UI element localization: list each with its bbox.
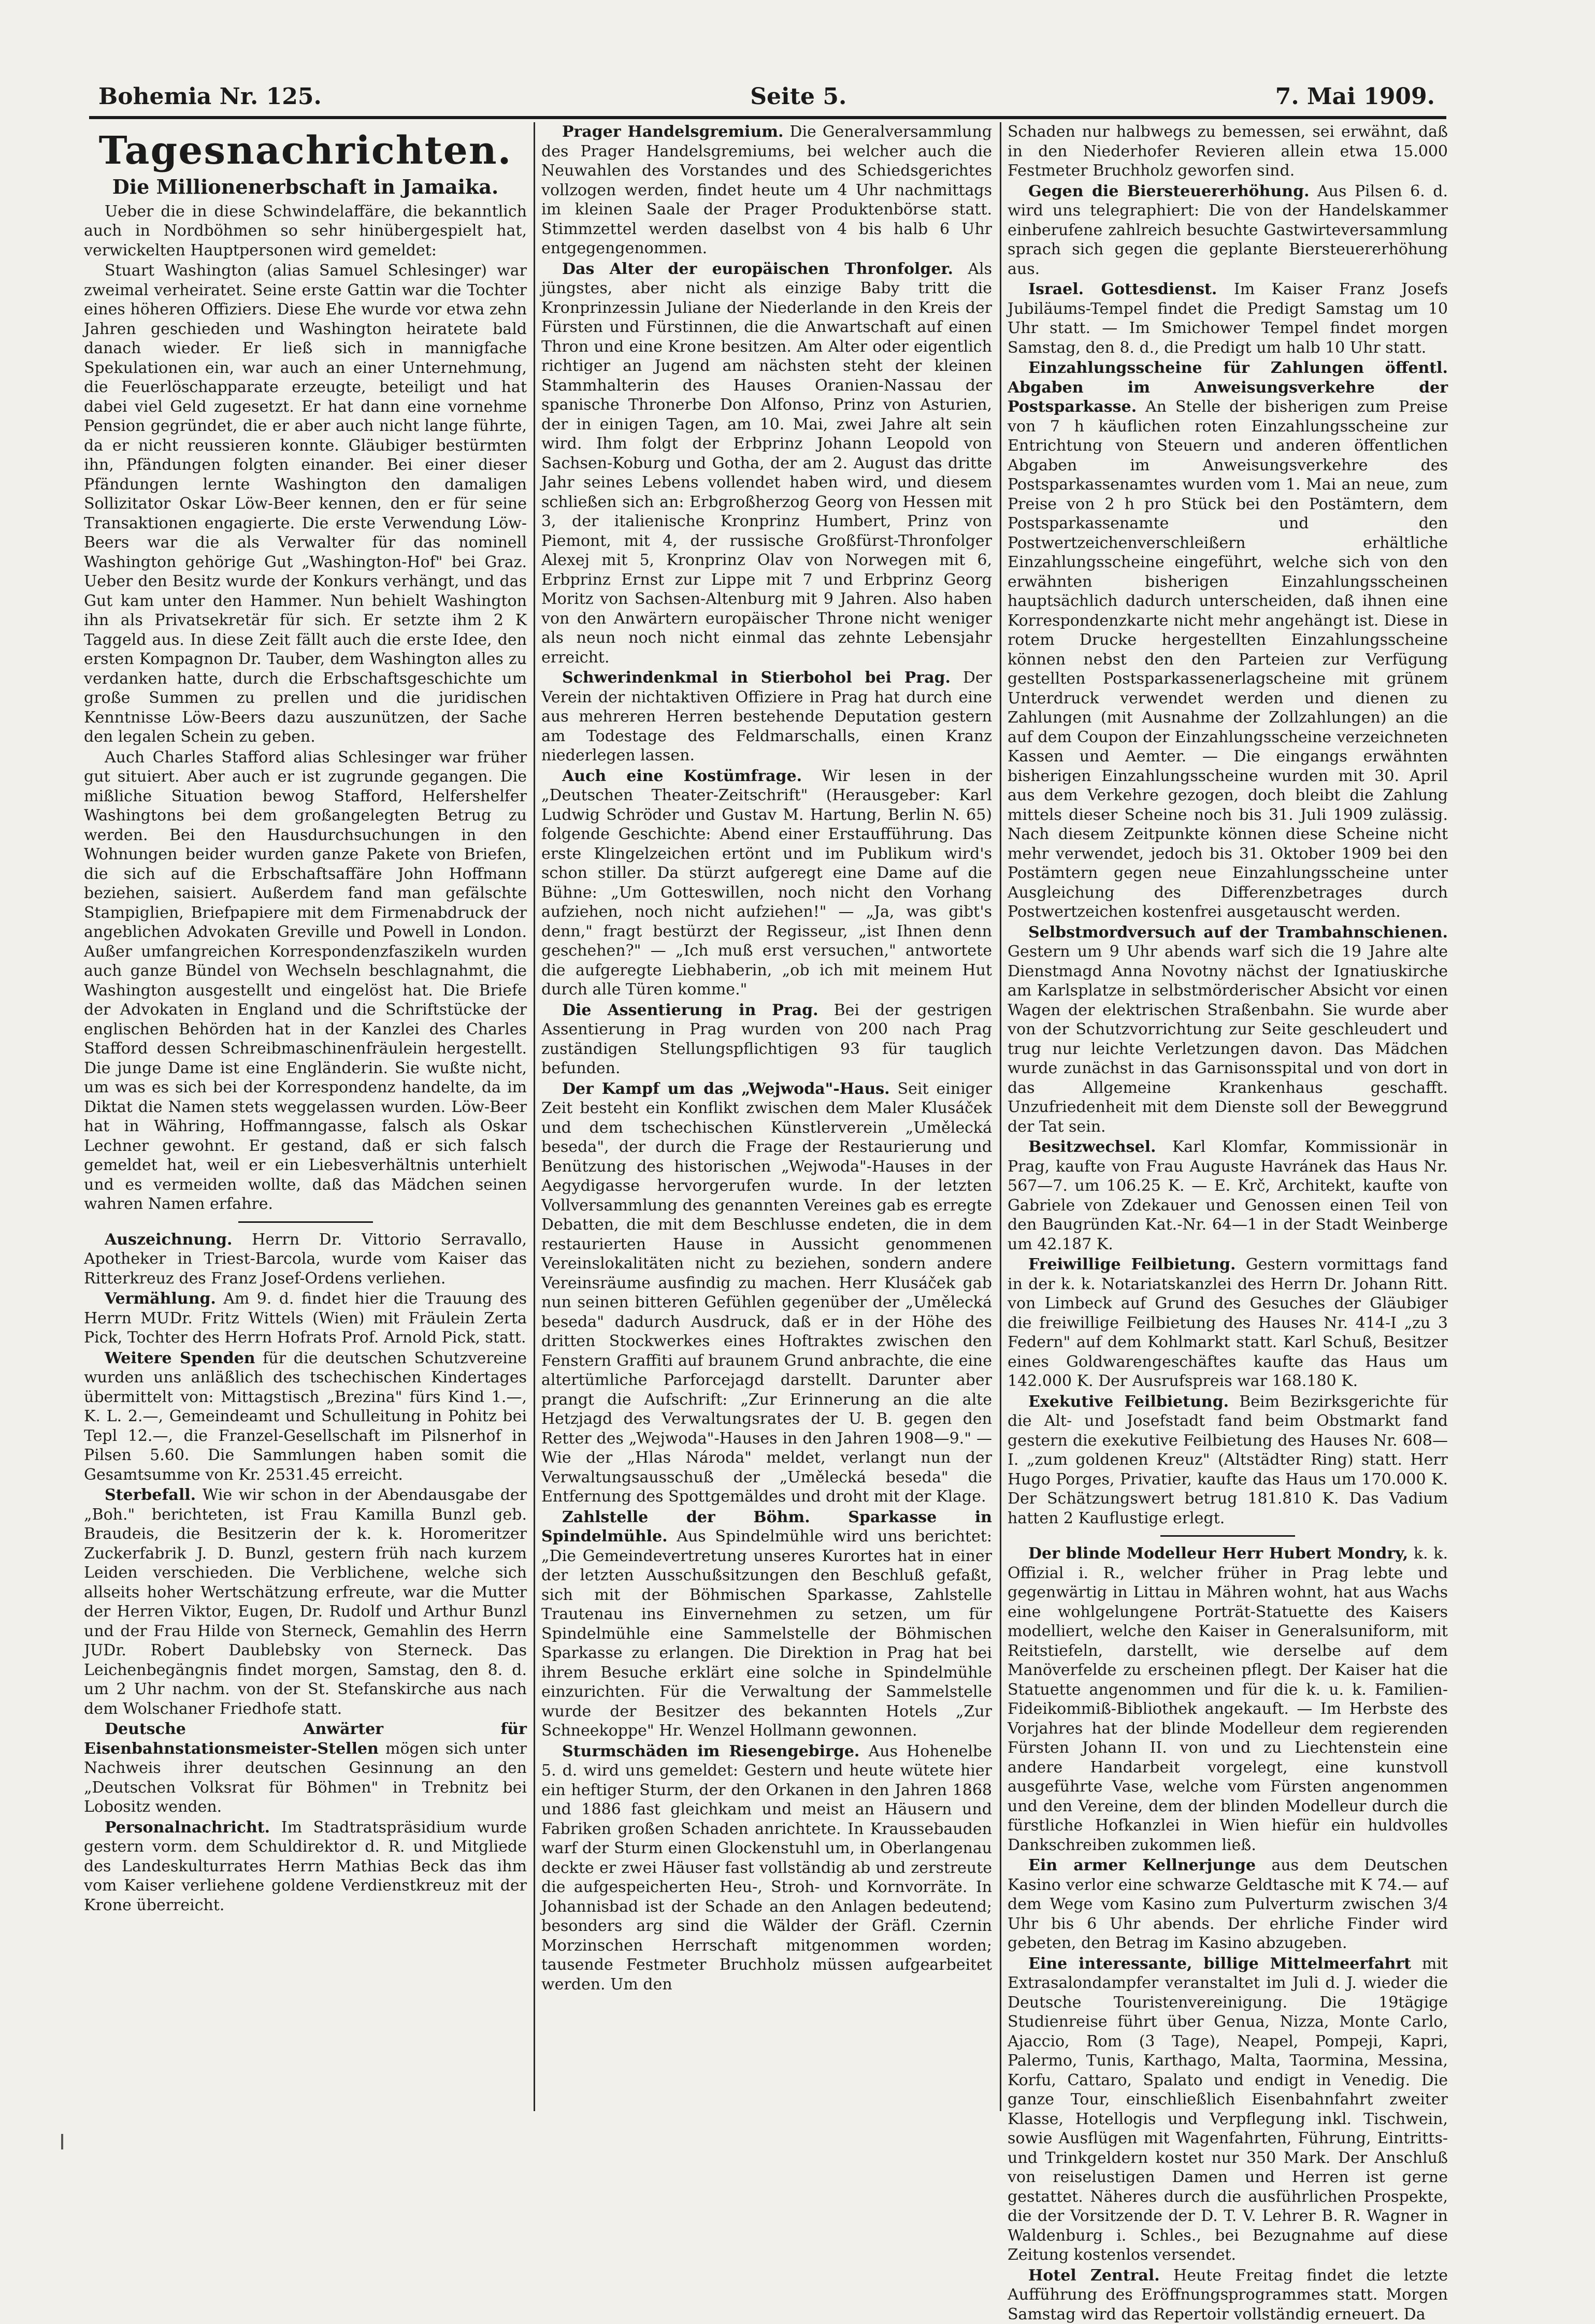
news-item bbox=[1008, 1392, 1448, 1528]
news-item bbox=[84, 1349, 527, 1485]
news-item-body: Beim Bezirksgerichte für die Alt- und Josefstadt fand beim Obstmarkt fand gestern die exekutive Feilbietung des Hauses Nr. 608—I. „zum goldenen Kreuz" (Altstädter Ring) statt. Herr Hugo Porges, Privatier, kaufte das Haus um 170.000 K. Der Schätzungswert betrug 181.810 K. Das Vadium hatten 2 Kauflustige erlegt. bbox=[1008, 1393, 1448, 1527]
news-item-heading: Gegen die Biersteuererhöhung. bbox=[1028, 182, 1310, 200]
page-header bbox=[98, 78, 1435, 110]
header-issue: Bohemia Nr. 125. bbox=[98, 83, 322, 110]
news-item-heading: Besitzwechsel. bbox=[1028, 1138, 1156, 1156]
news-item-heading: Der Kampf um das „Wejwoda"-Haus. bbox=[562, 1080, 890, 1098]
news-item-heading: Auszeichnung. bbox=[105, 1231, 232, 1249]
news-item-body: Im Stadtratspräsidium wurde gestern vorm. dem Schuldirektor d. R. und Mitgliede des Landeskulturrates Herrn Mathias Beck das ihm vom Kaiser verliehene goldene Verdienstkreuz mit der Krone überreicht. bbox=[84, 1818, 527, 1914]
news-item bbox=[1008, 182, 1448, 279]
news-item-heading: Auch eine Kostümfrage. bbox=[562, 767, 802, 785]
news-item-body: Heute Freitag findet die letzte Aufführung des Eröffnungsprogrammes statt. Morgen Samstag wird das Repertoir vollständig erneuert. Da bbox=[1008, 2267, 1448, 2323]
column-3 bbox=[1008, 122, 1448, 2121]
article-paragraph: Auch Charles Stafford alias Schlesinger war früher gut situiert. Aber auch er ist zugrunde gegangen. Die mißliche Situation bewog Stafford, Helfershelfer Washingtons bei dem großangelegten Betrug zu werden. Bei den Hausdurchsuchungen in den Wohnungen beider wurden ganze Pakete von Briefen, die sich auf die Erbschaftsaffäre John Hoffmann beziehen, saisiert. Außerdem fand man gefälschte Stampiglien, Briefpapiere mit dem Firmenabdruck der angeblichen Advokaten Greville und Powell in London. Außer umfangreichen Korrespondenzfaszikeln wurden auch ganze Bündel von Wechseln beschlagnahmt, die Washington ausgestellt und eingelöst hat. Die Briefe der Advokaten in England und die Schriftstücke der englischen Behörden hat in der Kanzlei des Charles Stafford dessen Schreibmaschinenfräulein hergestellt. Die junge Dame ist eine Engländerin. Sie wußte nicht, um was es sich bei der Korrespondenz handelte, da im Diktat die Namen stets weggelassen wurden. Löw-Beer hat in Währing, Hoffmanngasse, falsch als Oskar Lechner gewohnt. Er gestand, daß er sich falsch gemeldet hat, weil er ein Liebesverhältnis unterhielt und es vermeiden wollte, daß das Mädchen seinen wahren Namen erfahre. bbox=[84, 748, 527, 1214]
news-item-body: Wir lesen in der „Deutschen Theater-Zeitschrift" (Herausgeber: Karl Ludwig Schröder und Gustav M. Hartung, Berlin N. 65) folgende Geschichte: Abend einer Erstaufführung. Das erste Klingelzeichen ertönt und im Publikum wird's schon stiller. Da stürzt aufgeregt eine Dame auf die Bühne: „Um Gotteswillen, noch nicht den Vorhang aufziehen, noch nicht aufziehen!" — „Ja, was gibt's denn," fragt bestürzt der Regisseur, „ist Ihnen denn geschehen?" — „Ich muß erst versuchen," antwortete die aufgeregte Liebhaberin, „ob ich mit meinem Hut durch alle Türen komme." bbox=[541, 767, 992, 999]
news-item-body: für die deutschen Schutzvereine wurden uns anläßlich des tschechischen Kindertages übermittelt von: Mittagstisch „Brezina" fürs Kind 1.—, K. L. 2.—, Gemeindeamt und Schulleitung in Pohitz bei Tepl 12.—, die Franzel-Gesellschaft im Pilsnerhof in Pilsen 5.60. Die Sammlungen haben somit die Gesamtsumme von Kr. 2531.45 erreicht. bbox=[84, 1349, 527, 1484]
news-item bbox=[541, 1508, 992, 1741]
column-divider-2 bbox=[1000, 122, 1001, 2111]
article-paragraph: Stuart Washington (alias Samuel Schlesinger) war zweimal verheiratet. Seine erste Gattin war die Tochter eines höheren Offiziers. Diese Ehe wurde vor etwa zehn Jahren geschieden und Washington heiratete bald danach wieder. Er ließ sich in mannigfache Spekulationen ein, war auch an einer Unternehmung, die Feuerlöschapparate erzeugte, beteiligt und hat dabei viel Geld zugesetzt. Er hat dann eine vornehme Pension gegründet, die er aber auch nicht lange führte, da er nicht reussieren konnte. Gläubiger bestürmten ihn, Pfändungen folgten einander. Bei einer dieser Pfändungen lernte Washington den damaligen Sollizitator Oskar Löw-Beer kennen, den er für seine Transaktionen engagierte. Die erste Verwendung Löw-Beers war die als Verwalter für das nominell Washington gehörige Gut „Washington-Hof" bei Graz. Ueber den Besitz wurde der Konkurs verhängt, und das Gut kam unter den Hammer. Nun behielt Washington ihn als Privatsekretär für sich. Er setzte ihm 2 K Taggeld aus. In diese Zeit fällt auch die erste Idee, den ersten Kompagnon Dr. Tauber, dem Washington alles zu verdanken hatte, durch die Erbschaftsgeschichte um große Summen zu prellen und die juridischen Kenntnisse Löw-Beers dazu auszunützen, der Sache den legalen Schein zu geben. bbox=[84, 261, 527, 747]
news-item-heading: Die Assentierung in Prag. bbox=[562, 1001, 818, 1019]
news-item-heading: Das Alter der europäischen Thronfolger. bbox=[562, 260, 953, 278]
news-item bbox=[84, 1230, 527, 1289]
news-item-heading: Prager Handelsgremium. bbox=[562, 123, 783, 141]
article-headline: Die Millionenerbschaft in Jamaika. bbox=[84, 177, 527, 197]
news-item bbox=[1008, 923, 1448, 1137]
news-item-heading: Einzahlungsscheine für Zahlungen öffentl. Abgaben im Anweisungsverkehre der Postsparkasse. bbox=[1008, 359, 1448, 416]
news-item-body: Aus Spindelmühle wird uns berichtet: „Die Gemeindevertretung unseres Kurortes hat in einer der letzten Ausschußsitzungen den Beschluß gefaßt, sich mit der Böhmischen Sparkasse, Zahlstelle Trautenau ins Einvernehmen zu setzen, um für Spindelmühle eine Sammelstelle der Böhmischen Sparkasse zu erlangen. Die Direktion in Prag hat bei ihrem Besuche erklärt eine solche in Spindelmühle einzurichten. Für die Verwaltung der Sammelstelle wurde der Besitzer des bekannten Hotels „Zur Schneekoppe" Hr. Wenzel Hollmann gewonnen. bbox=[541, 1527, 992, 1740]
news-item-body: Der Verein der nichtaktiven Offiziere in Prag hat durch eine aus mehreren Herren bestehende Deputation gestern am Todestage des Feldmarschalls, einen Kranz niederlegen lassen. bbox=[541, 669, 992, 764]
news-item bbox=[541, 767, 992, 1000]
continued-paragraph: Schaden nur halbwegs zu bemessen, sei erwähnt, daß in den Niederhofer Revieren allein etwa 15.000 Festmeter Bruchholz geworfen sind. bbox=[1008, 122, 1448, 181]
column-divider-1 bbox=[534, 122, 535, 2111]
news-item-body: k. k. Offizial i. R., welcher früher in Prag lebte und gegenwärtig in Littau in Mähren wohnt, hat aus Wachs eine wohlgelungene Porträt-Statuette des Kaisers modelliert, welche den Kaiser in Generalsuniform, mit Reitstiefeln, darstellt, wie derselbe auf dem Manöverfelde zu erscheinen pflegt. Der Kaiser hat die Statuette angenommen und für die k. u. k. Familien-Fideikommiß-Bibliothek angekauft. — Im Herbste des Vorjahres hat der blinde Modelleur dem regierenden Fürsten Johann II. von und zu Liechtenstein eine andere Handarbeit vorgelegt, eine kunstvoll ausgeführte Vase, welche vom Fürsten angenommen und den Vereine, dem der blinden Modelleur durch die fürstliche Hofkanzlei in Wien hiefür ein huldvolles Dankschreiben zukommen ließ. bbox=[1008, 1544, 1448, 1854]
news-item-heading: Selbstmordversuch auf der Trambahnschienen. bbox=[1028, 923, 1448, 942]
news-item-body: aus dem Deutschen Kasino verlor eine schwarze Geldtasche mit K 74.— auf dem Wege vom Kasino zum Pulverturm zwischen 3/4 Uhr bis 6 Uhr abends. Der ehrliche Finder wird gebeten, den Betrag im Kasino abzugeben. bbox=[1008, 1856, 1448, 1952]
header-page-number: Seite 5. bbox=[750, 83, 846, 110]
news-item-body: Aus Pilsen 6. d. wird uns telegraphiert: Die von der Handelskammer einberufene zahlreich besuchte Gastwirteversammlung sprach sich gegen die geplante Biersteuererhöhung aus. bbox=[1008, 182, 1448, 278]
news-item bbox=[541, 122, 992, 258]
header-rule bbox=[89, 116, 1446, 119]
news-item-body: Herrn Dr. Vittorio Serravallo, Apotheker in Triest-Barcola, wurde vom Kaiser das Ritterkreuz des Franz Josef-Ordens verliehen. bbox=[84, 1231, 527, 1288]
news-item-heading: Eine interessante, billige Mittelmeerfahrt bbox=[1028, 1955, 1411, 1973]
news-item bbox=[1008, 1137, 1448, 1254]
news-item bbox=[84, 1485, 527, 1719]
margin-tick bbox=[61, 2134, 63, 2149]
news-item-body: Gestern vormittags fand in der k. k. Notariatskanzlei des Herrn Dr. Johann Ritt. von Limbeck auf Grund des Gesuches der Gläubiger die freiwillige Feilbietung des Hauses Nr. 414-I „zu 3 Federn" auf dem Kohlmarkt statt. Karl Schuß, Besitzer eines Goldwarengeschäftes kaufte das Haus um 142.000 K. Der Ausrufspreis war 168.180 K. bbox=[1008, 1255, 1448, 1390]
news-item-body: Karl Klomfar, Kommissionär in Prag, kaufte von Frau Auguste Havránek das Haus Nr. 567—7. um 106.25 K. — E. Krč, Architekt, kaufte von Gabriele von Zdekauer und Genossen einen Teil von den Baugründen Kat.-Nr. 64—1 in der Stadt Weinberge um 42.187 K. bbox=[1008, 1138, 1448, 1253]
news-item-heading: Ein armer Kellnerjunge bbox=[1028, 1856, 1256, 1874]
article-paragraph: Ueber die in diese Schwindelaffäre, die bekanntlich auch in Nordböhmen so sehr hinübergespielt hat, verwickelten Hauptpersonen wird gemeldet: bbox=[84, 202, 527, 261]
news-item-heading: Vermählung. bbox=[105, 1290, 216, 1308]
column-1 bbox=[84, 122, 527, 2121]
news-item-body: mit Extrasalondampfer veranstaltet im Juli d. J. wieder die Deutsche Touristenvereinigung. Die 19tägige Studienreise führt über Genua, Nizza, Monte Carlo, Ajaccio, Rom (3 Tage), Neapel, Pompeji, Kapri, Palermo, Tunis, Karthago, Malta, Taormina, Messina, Korfu, Cattaro, Spalato und endigt in Venedig. Die ganze Tour, einschließlich Eisenbahnfahrt zweiter Klasse, Hotellogis und Verpflegung inkl. Tischwein, sowie Ausflügen mit Wagenfahrten, Führung, Eintritts- und Trinkgeldern kostet nur 350 Mark. Der Anschluß von reiselustigen Damen und Herren ist gerne gestattet. Näheres durch die ausführlichen Prospekte, die der Vorsitzende der D. T. V. Lehrer B. R. Wagner in Waldenburg i. Schles., bei Bezugnahme auf diese Zeitung kostenlos versendet. bbox=[1008, 1955, 1448, 2264]
news-item-heading: Deutsche Anwärter für Eisenbahnstationsmeister-Stellen bbox=[84, 1720, 527, 1758]
news-item-body: Aus Hohenelbe 5. d. wird uns gemeldet: Gestern und heute wütete hier ein heftiger Sturm, der den Orkanen in den Jahren 1868 und 1886 fast gleichkam und meist an Häusern und Fabriken großen Schaden anrichtete. In Kraussebauden warf der Sturm einen Glockenstuhl um, in Oberlangenau deckte er zwei Häuser fast vollständig ab und zerstreute die aufgespeicherten Heu-, Stroh- und Kornvorräte. In Johannisbad ist der Schade an den Anlagen bedeutend; besonders arg sind die Wälder der Gräfl. Czernin Morzinschen Herrschaft mitgenommen worden; tausende Festmeter Bruchholz müssen aufgearbeitet werden. Um den bbox=[541, 1742, 992, 1994]
news-item-body: Bei der gestrigen Assentierung in Prag wurden von 200 nach Prag zuständigen Stellungspflichtigen 93 für tauglich befunden. bbox=[541, 1001, 992, 1078]
news-item-body: Gestern um 9 Uhr abends warf sich die 19 Jahre alte Dienstmagd Anna Novotny nächst der Ignatiuskirche am Karlsplatze in selbstmörderischer Absicht vor einen Wagen der elektrischen Straßenbahn. Sie wurde aber von der Schutzvorrichtung zur Seite geschleudert und trug nur leichte Verletzungen davon. Das Mädchen wurde zunächst in das Garnisonsspital und von dort in das Allgemeine Krankenhaus geschafft. Unzufriedenheit mit dem Dienste soll der Beweggrund der Tat sein. bbox=[1008, 943, 1448, 1136]
news-item bbox=[541, 1742, 992, 1995]
news-item bbox=[1008, 280, 1448, 357]
news-item bbox=[1008, 1255, 1448, 1391]
news-item-heading: Weitere Spenden bbox=[105, 1349, 255, 1367]
news-item bbox=[1008, 1856, 1448, 1953]
news-item-body: Im Kaiser Franz Josefs Jubiläums-Tempel findet die Predigt Samstag um 10 Uhr statt. — Im Smichower Tempel findet morgen Samstag, den 8. d., die Predigt um halb 10 Uhr statt. bbox=[1008, 280, 1448, 357]
news-item-body: Seit einiger Zeit besteht ein Konflikt zwischen dem Maler Klusáček und dem tschechischen Künstlerverein „Umělecká beseda", der durch die Frage der Restaurierung und Benützung des historischen „Wejwoda"-Hauses in der Aegydigasse hervorgerufen wurde. In der letzten Vollversammlung des genannten Vereines gab es erregte Debatten, die mit dem Beschlusse endeten, die in dem restaurierten Hause in Aussicht genommenen Vereinslokalitäten nicht zu beziehen, sondern andere Vereinsräume ausfindig zu machen. Herr Klusáček gab nun seinen bitteren Gefühlen gegenüber der „Umělecká beseda" dadurch Ausdruck, daß er in der Höhe des dritten Stockwerkes eines Hoftraktes zwischen den Fenstern Graffiti auf braunem Grund anbrachte, die eine altertümliche Parforcejagd darstellt. Darunter aber prangt die Aufschrift: „Zur Erinnerung an die alte Hetzjagd des Verwaltungsrates der U. B. gegen den Retter des „Wejwoda"-Hauses in den Jahren 1908—9." — Wie der „Hlas Národa" meldet, verlangt nun der Verwaltungsausschuß der „Umělecká beseda" die Entfernung des Spottgemäldes und droht mit der Klage. bbox=[541, 1080, 992, 1506]
news-item-body: Als jüngstes, aber nicht als einzige Baby tritt die Kronprinzessin Juliane der Niederlande in den Kreis der Fürsten und Fürstinnen, die die Anwartschaft auf einen Thron und eine Krone besitzen. Am Alter oder eigentlich richtiger an Jugend am nächsten steht der kleinen Stammhalterin des Hauses Oranien-Nassau der spanische Thronerbe Don Alfonso, Prinz von Asturien, der in einigen Tagen, am 10. Mai, zwei Jahre alt sein wird. Ihm folgt der Erbprinz Johann Leopold von Sachsen-Koburg und Gotha, der am 2. August das dritte Jahr seines Lebens vollendet haben wird, und diesem schließen sich an: Erbgroßherzog Georg von Hessen mit 3, der italienische Kronprinz Humbert, Prinz von Piemont, mit 4, der russische Großfürst-Thronfolger Alexej mit 5, Kronprinz Olav von Norwegen mit 6, Erbprinz Ernst zur Lippe mit 7 und Erbprinz Georg Moritz von Sachsen-Altenburg mit 9 Jahren. Also haben von den Anwärtern europäischer Throne nicht weniger als neun noch nicht einmal das zehnte Lebensjahr erreicht. bbox=[541, 260, 992, 667]
news-item-heading: Hotel Zentral. bbox=[1028, 2267, 1160, 2285]
news-item-heading: Exekutive Feilbietung. bbox=[1028, 1393, 1229, 1411]
news-item-body: Am 9. d. findet hier die Trauung des Herrn MUDr. Fritz Wittels (Wien) mit Fräulein Zerta Pick, Tochter des Herrn Hofrats Prof. Arnold Pick, statt. bbox=[84, 1290, 527, 1347]
article-divider bbox=[238, 1221, 373, 1223]
news-item bbox=[541, 668, 992, 766]
news-item bbox=[84, 1289, 527, 1348]
news-item bbox=[1008, 358, 1448, 922]
news-item bbox=[1008, 1544, 1448, 1855]
news-item bbox=[541, 1001, 992, 1078]
news-item-body: Die Generalversammlung des Prager Handelsgremiums, bei welcher auch die Neuwahlen des Vorstandes und des Schiedsgerichtes vollzogen werden, findet heute um 4 Uhr nachmittags im kleinen Saale der Prager Produktenbörse statt. Stimmzettel werden daselbst von 4 bis halb 6 Uhr entgegengenommen. bbox=[541, 123, 992, 257]
news-item-heading: Zahlstelle der Böhm. Sparkasse in Spindelmühle. bbox=[541, 1508, 992, 1546]
news-item bbox=[84, 1720, 527, 1817]
news-item bbox=[1008, 2266, 1448, 2324]
section-title: Tagesnachrichten. bbox=[84, 127, 527, 174]
news-item-heading: Schwerindenkmal in Stierbohol bei Prag. bbox=[562, 669, 951, 687]
news-item-heading: Sturmschäden im Riesengebirge. bbox=[562, 1742, 859, 1760]
news-item-heading: Israel. Gottesdienst. bbox=[1028, 280, 1217, 298]
news-item bbox=[84, 1818, 527, 1915]
column-2 bbox=[541, 122, 992, 2121]
news-item bbox=[1008, 1954, 1448, 2265]
news-item-heading: Der blinde Modelleur Herr Hubert Mondry, bbox=[1028, 1544, 1408, 1563]
header-date: 7. Mai 1909. bbox=[1275, 83, 1435, 110]
news-item-body: mögen sich unter Nachweis ihrer deutschen Gesinnung an den „Deutschen Volksrat für Böhmen" in Trebnitz bei Lobositz wenden. bbox=[84, 1740, 527, 1816]
news-item-heading: Personalnachricht. bbox=[105, 1818, 270, 1837]
news-item-body: Wie wir schon in der Abendausgabe der „Boh." berichteten, ist Frau Kamilla Bunzl geb. Braudeis, die Besitzerin der k. k. Horomeritzer Zuckerfabrik J. D. Bunzl, gestern früh nach kurzem Leiden verschieden. Die Verblichene, welche sich allseits hoher Wertschätzung erfreute, war die Mutter der Herren Viktor, Eugen, Dr. Rudolf und Arthur Bunzl und der Frau Hilde von Sterneck, Gemahlin des Herrn JUDr. Robert Daublebsky von Sterneck. Das Leichenbegängnis findet morgen, Samstag, den 8. d. um 2 Uhr nachm. von der St. Stefanskirche aus nach dem Wolschaner Friedhofe statt. bbox=[84, 1486, 527, 1718]
news-item-heading: Sterbefall. bbox=[105, 1486, 196, 1504]
news-item-body: An Stelle der bisherigen zum Preise von 7 h käuflichen roten Einzahlungsscheine zur Entrichtung von Steuern und anderen öffentlichen Abgaben im Anweisungsverkehre des Postsparkassenamtes wurden vom 1. Mai an neue, zum Preise von 2 h pro Stück bei den Postämtern, dem Postsparkassenamte und den Postwertzeichenverschleißern erhältliche Einzahlungsscheine eingeführt, welche sich von den erwähnten bisherigen Einzahlungsscheinen hauptsächlich dadurch unterscheiden, daß ihnen eine Korrespondenzkarte nicht mehr angehängt ist. Diese in rotem Drucke hergestellten Einzahlungsscheine können nebst den den Parteien zur Verfügung gestellten Postsparkassenerlagscheine mit grünem Unterdruck verwendet werden und dienen zu Zahlungen (mit Ausnahme der Zollzahlungen) an die auf dem Coupon der Einzahlungsscheine verzeichneten Kassen und Aemter. — Die eingangs erwähnten bisherigen Einzahlungsscheine wurden mit 30. April aus dem Verkehre gezogen, doch bleibt die Zahlung mittels dieser Scheine noch bis 31. Juli 1909 zulässig. Nach diesem Zeitpunkte können diese Scheine nicht mehr verwendet, jedoch bis 31. Oktober 1909 bei den Postämtern gegen neue Einzahlungsscheine unter Ausgleichung des Differenzbetrages durch Postwertzeichen kostenfrei ausgetauscht werden. bbox=[1008, 398, 1448, 921]
news-item bbox=[541, 259, 992, 668]
news-item bbox=[541, 1079, 992, 1507]
margin-marks bbox=[61, 2134, 71, 2155]
article-divider bbox=[1160, 1535, 1295, 1537]
news-item-heading: Freiwillige Feilbietung. bbox=[1028, 1255, 1235, 1274]
